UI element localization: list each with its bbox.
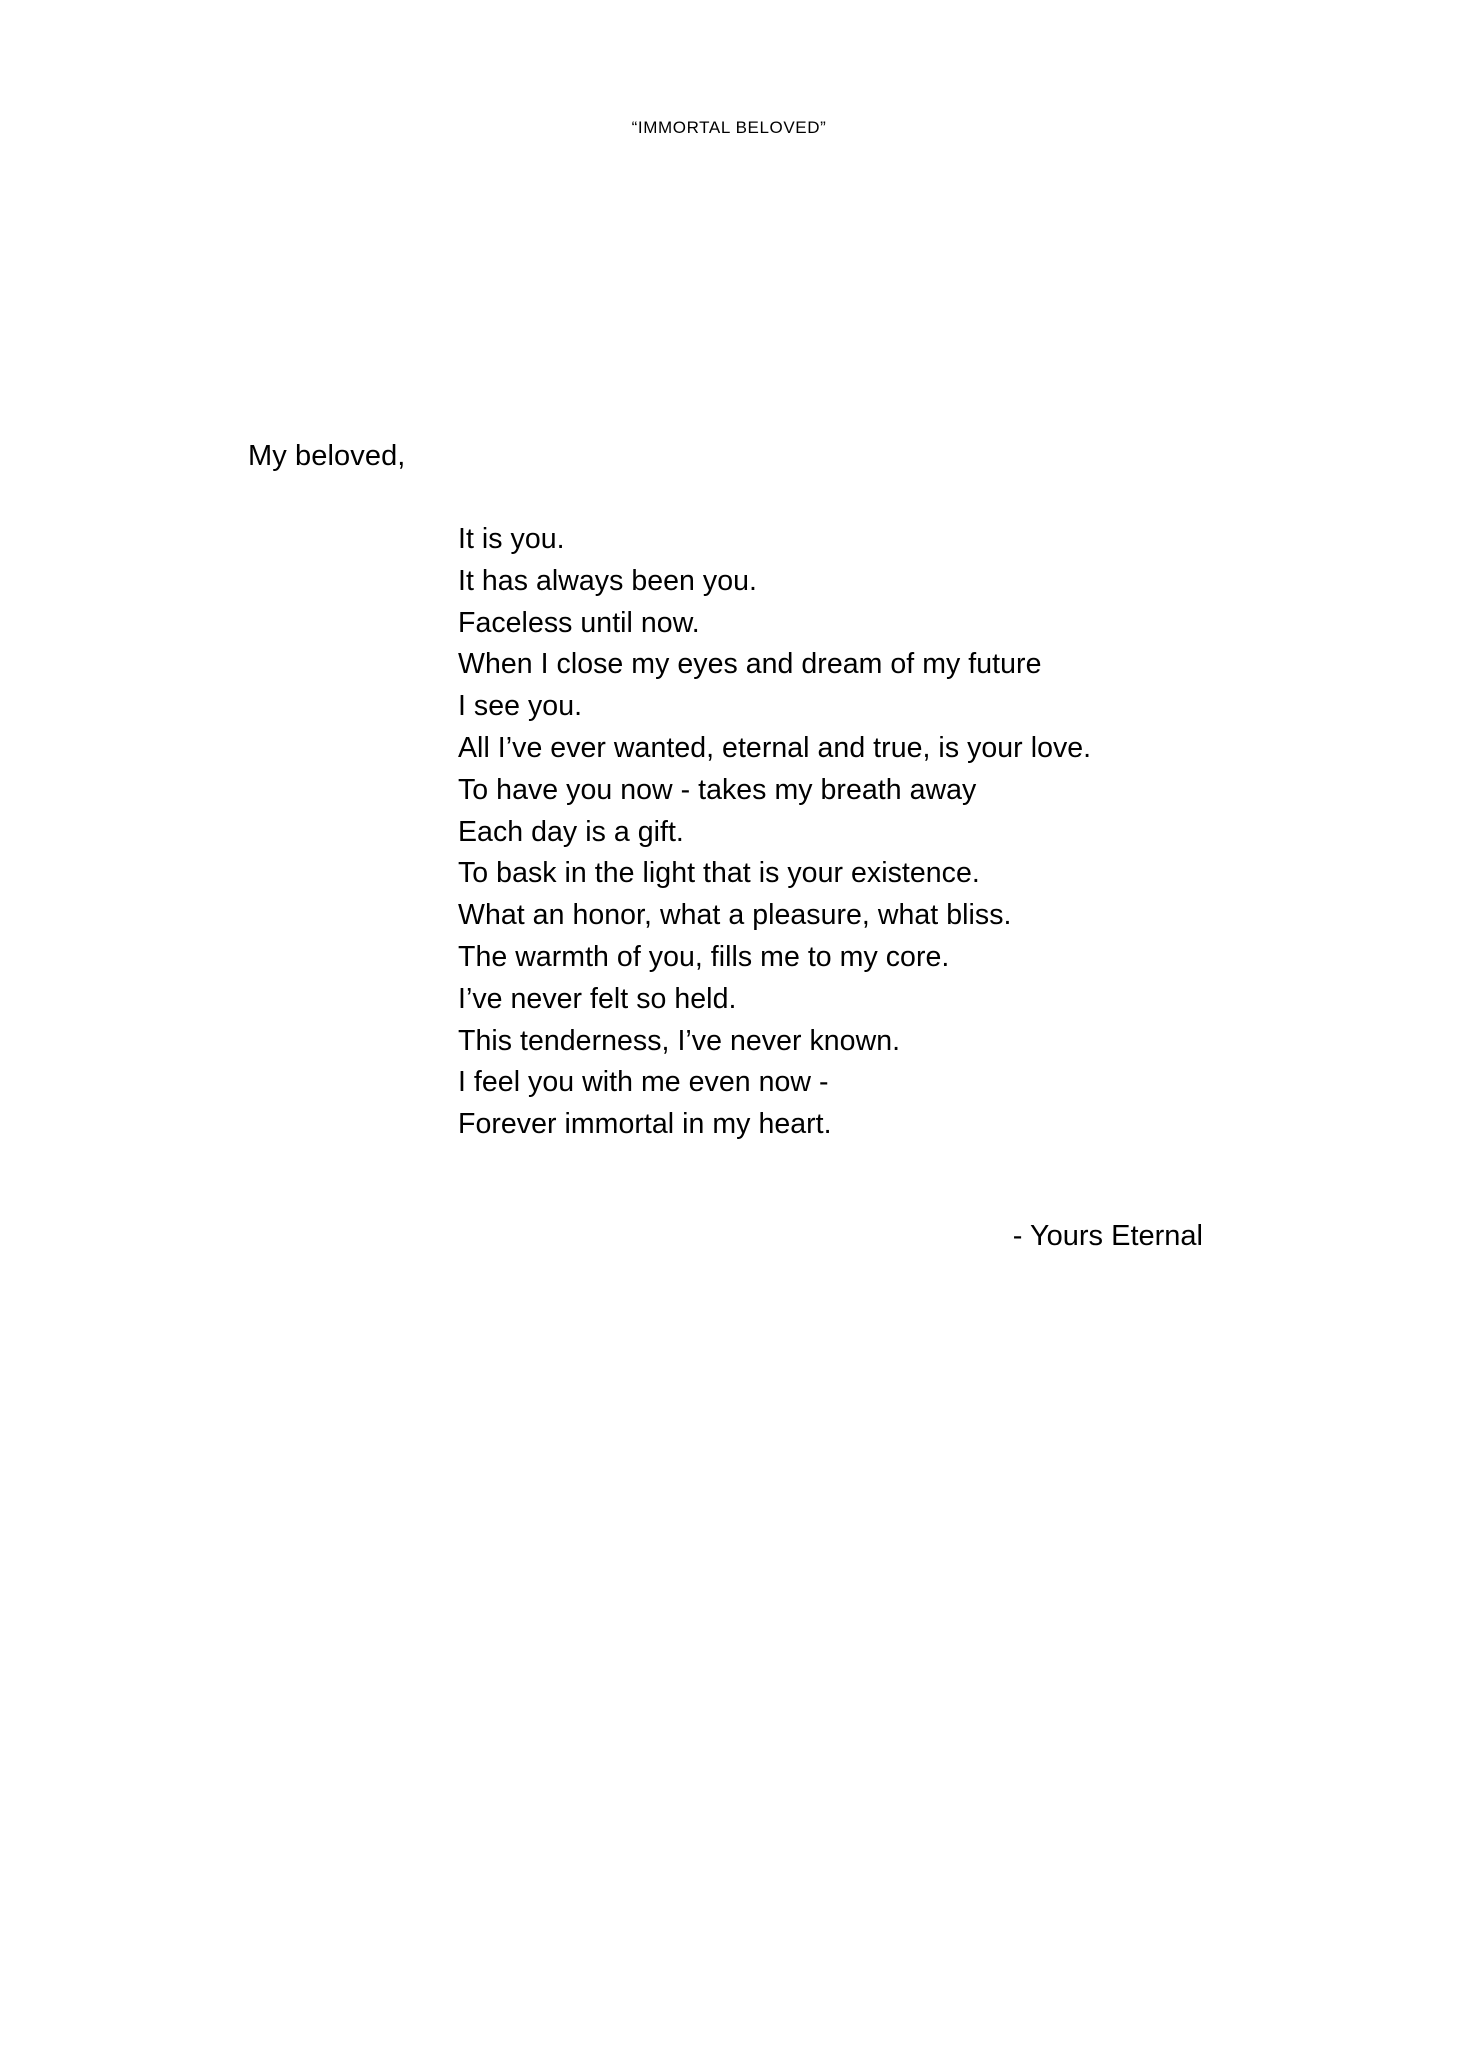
poem-line: When I close my eyes and dream of my future	[458, 648, 1042, 681]
poem-line: What an honor, what a pleasure, what bliss.	[458, 899, 1012, 932]
poem-line: Forever immortal in my heart.	[458, 1108, 832, 1141]
poem-line: The warmth of you, fills me to my core.	[458, 940, 950, 973]
poem-line: It is you.	[458, 523, 565, 555]
poem-line: I feel you with me even now -	[458, 1066, 829, 1099]
poem-line: All I’ve ever wanted, eternal and true, is your love.	[458, 731, 1092, 764]
poem-line: I’ve never felt so held.	[458, 982, 737, 1015]
salutation-text: My beloved,	[248, 440, 406, 472]
poem-line: It has always been you.	[458, 564, 757, 597]
poem-body	[458, 519, 1278, 1146]
poem-line: To have you now - takes my breath away	[458, 773, 977, 806]
signature-text: - Yours Eternal	[1012, 1220, 1203, 1252]
poem-line: To bask in the light that is your existence.	[458, 857, 980, 890]
poem-line: I see you.	[458, 690, 583, 723]
poem-line: Each day is a gift.	[458, 815, 684, 848]
poem-line: This tenderness, I’ve never known.	[458, 1024, 901, 1057]
document-title: “IMMORTAL BELOVED”	[631, 118, 827, 137]
poem-line: Faceless until now.	[458, 606, 700, 639]
